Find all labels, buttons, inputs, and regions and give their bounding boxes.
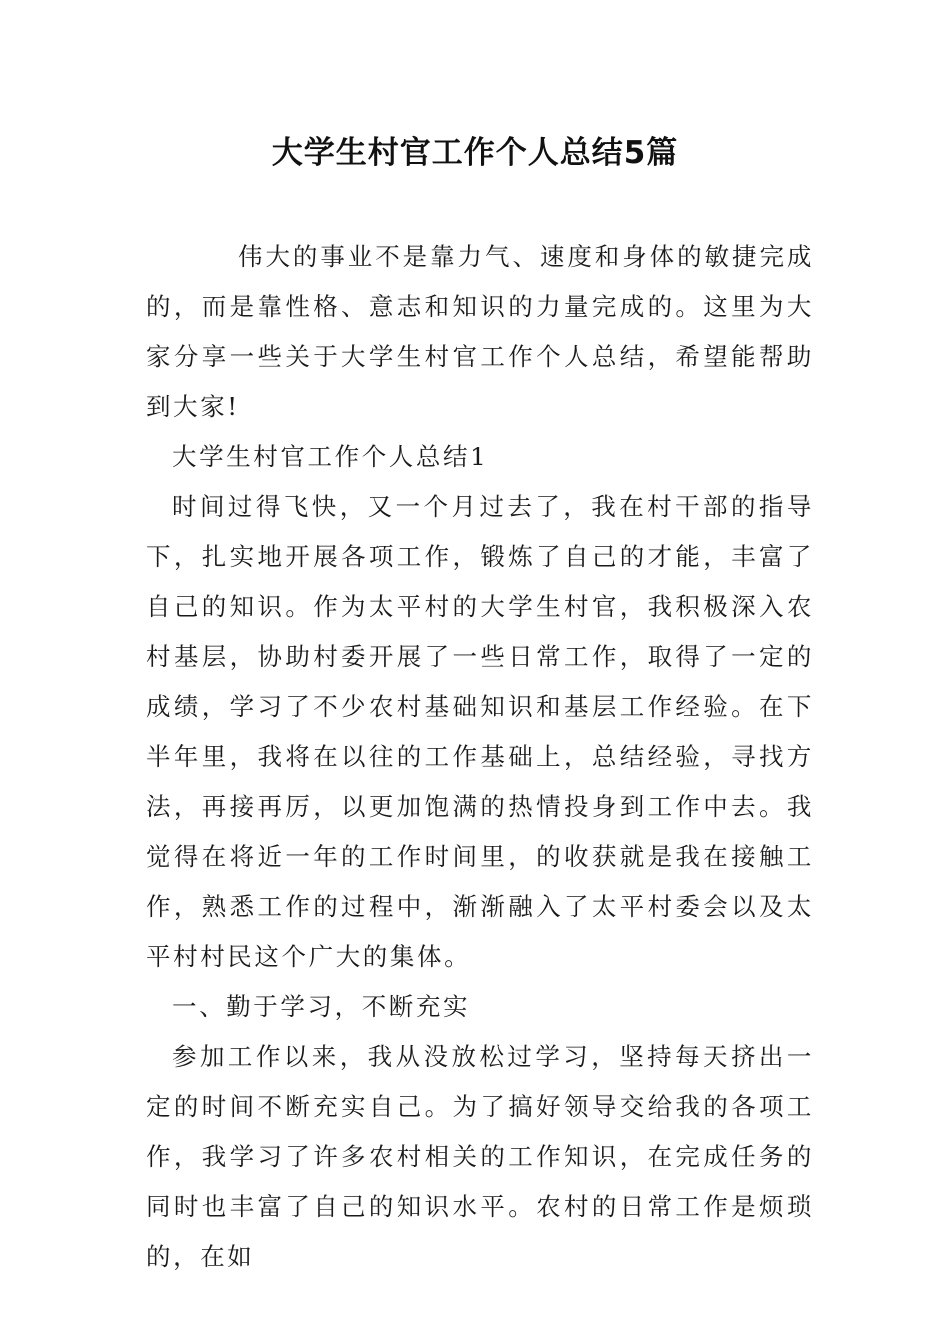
body-paragraph: 时间过得飞快，又一个月过去了，我在村干部的指导下，扎实地开展各项工作，锻炼了自己的才能，丰富了自己的知识。作为太平村的大学生村官，我积极深入农村基层，协助村委开展了一些日常工作，取得了一定的成绩，学习了不少农村基础知识和基层工作经验。在下半年里，我将在以往的工作基础上，总结经验，寻找方法，再接再厉，以更加饱满的热情投身到工作中去。我觉得在将近一年的工作时间里，的收获就是我在接触工作，熟悉工作的过程中，渐渐融入了太平村委会以及太平村村民这个广大的集体。 <box>146 492 814 971</box>
intro-paragraph: 伟大的事业不是靠力气、速度和身体的敏捷完成的，而是靠性格、意志和知识的力量完成的。这里为大家分享一些关于大学生村官工作个人总结，希望能帮助到大家! <box>146 242 814 421</box>
section-heading: 大学生村官工作个人总结1 <box>172 442 489 471</box>
subsection-heading: 一、勤于学习，不断充实 <box>172 992 471 1021</box>
body-paragraph: 参加工作以来，我从没放松过学习，坚持每天挤出一定的时间不断充实自己。为了搞好领导交给我的各项工作，我学习了许多农村相关的工作知识，在完成任务的同时也丰富了自己的知识水平。农村的日常工作是烦琐的，在如 <box>146 1042 814 1271</box>
document-body <box>146 232 814 1282</box>
document-title: 大学生村官工作个人总结5篇 <box>271 135 679 171</box>
